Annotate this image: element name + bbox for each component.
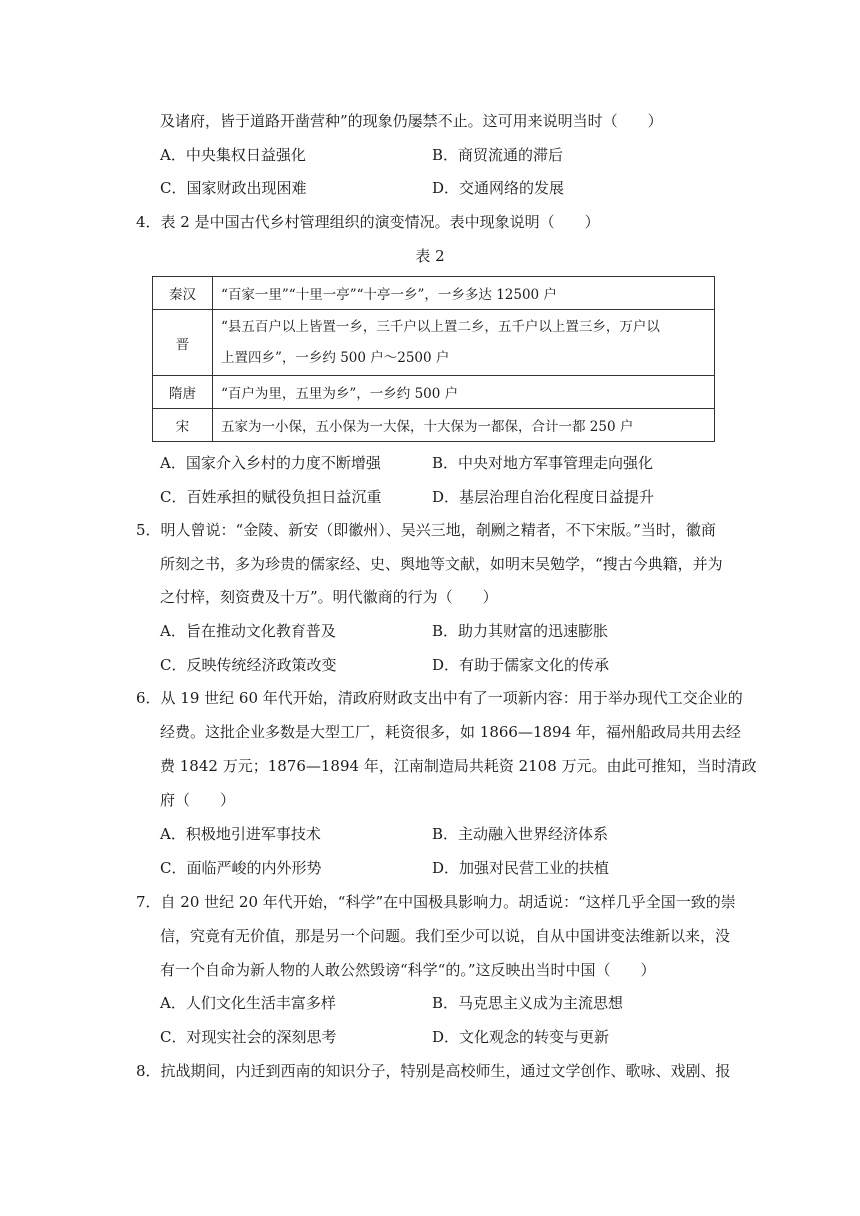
q5-stem-line-2: 所刻之书，多为珍贵的儒家经、史、舆地等文献，如明末吴勉学，“搜古今典籍，并为 [160, 555, 723, 573]
q7-stem-line-2: 信，究竟有无价值，那是另一个问题。我们至少可以说，自从中国讲变法维新以来，没 [160, 927, 731, 945]
era-cell: 宋 [153, 409, 213, 442]
desc-cell [213, 310, 715, 376]
q4-option-c[interactable]: C．百姓承担的赋役负担日益沉重 [160, 488, 382, 506]
q6-stem-line-1: 6．从 19 世纪 60 年代开始，清政府财政支出中有了一项新内容：用于举办现代工交企业的 [136, 689, 743, 707]
q6-option-a[interactable]: A．积极地引进军事技术 [160, 825, 321, 843]
q3-option-a[interactable]: A．中央集权日益强化 [160, 146, 306, 164]
q3-stem-tail: 及诸府，皆于道路开凿营种”的现象仍屡禁不止。这可用来说明当时（ ） [160, 112, 663, 130]
desc-cell: “百家一里”“十里一亭”“十亭一乡”，一乡多达 12500 户 [213, 277, 715, 310]
era-cell: 晋 [153, 310, 213, 376]
desc-cell: 五家为一小保，五小保为一大保，十大保为一都保，合计一都 250 户 [213, 409, 715, 442]
q5-option-a[interactable]: A．旨在推动文化教育普及 [160, 622, 336, 640]
q5-stem-line-3: 之付梓，刻资费及十万”。明代徽商的行为（ ） [160, 588, 498, 606]
q7-option-a[interactable]: A．人们文化生活丰富多样 [160, 994, 336, 1012]
q4-stem: 4．表 2 是中国古代乡村管理组织的演变情况。表中现象说明（ ） [136, 213, 600, 231]
table-row [153, 310, 715, 376]
q7-stem-line-1: 7．自 20 世纪 20 年代开始，“科学”在中国极具影响力。胡适说：“这样几乎全国一致的崇 [136, 893, 736, 911]
q6-stem-line-4: 府（ ） [160, 791, 236, 809]
q6-option-d[interactable]: D．加强对民营工业的扶植 [432, 859, 610, 877]
table-row [153, 376, 715, 409]
table-row [153, 277, 715, 310]
q5-option-c[interactable]: C．反映传统经济政策改变 [160, 656, 337, 674]
era-cell: 隋唐 [153, 376, 213, 409]
q7-option-b[interactable]: B．马克思主义成为主流思想 [432, 994, 624, 1012]
q6-stem-line-3: 费 1842 万元；1876—1894 年，江南制造局共耗资 2108 万元。由此可推知，当时清政 [160, 757, 757, 775]
q5-option-b[interactable]: B．助力其财富的迅速膨胀 [432, 622, 609, 640]
q3-option-d[interactable]: D．交通网络的发展 [432, 179, 565, 197]
q7-option-c[interactable]: C．对现实社会的深刻思考 [160, 1028, 337, 1046]
q4-option-b[interactable]: B．中央对地方军事管理走向强化 [432, 454, 654, 472]
q5-option-d[interactable]: D．有助于儒家文化的传承 [432, 656, 610, 674]
table-caption: 表 2 [415, 247, 445, 265]
table-row [153, 409, 715, 442]
q4-option-d[interactable]: D．基层治理自治化程度日益提升 [432, 488, 655, 506]
q6-stem-line-2: 经费。这批企业多数是大型工厂，耗资很多，如 1866—1894 年，福州船政局共用去经 [160, 723, 741, 741]
q6-option-b[interactable]: B．主动融入世界经济体系 [432, 825, 609, 843]
village-admin-table [152, 276, 715, 442]
q3-option-b[interactable]: B．商贸流通的滞后 [432, 146, 564, 164]
q6-option-c[interactable]: C．面临严峻的内外形势 [160, 859, 322, 877]
q5-stem-line-1: 5．明人曾说：“金陵、新安（即徽州）、吴兴三地，剞劂之精者，不下宋版。”当时，徽商 [136, 521, 716, 539]
q8-stem-line-1: 8．抗战期间，内迁到西南的知识分子，特别是高校师生，通过文学创作、歌咏、戏剧、报 [136, 1062, 731, 1080]
desc-line: 上置四乡”，一乡约 500 户～2500 户 [221, 349, 450, 366]
era-cell: 秦汉 [153, 277, 213, 310]
q4-option-a[interactable]: A．国家介入乡村的力度不断增强 [160, 454, 381, 472]
desc-cell: “百户为里，五里为乡”，一乡约 500 户 [213, 376, 715, 409]
desc-line: “县五百户以上皆置一乡，三千户以上置二乡，五千户以上置三乡，万户以 [221, 318, 660, 335]
q3-option-c[interactable]: C．国家财政出现困难 [160, 179, 307, 197]
q7-option-d[interactable]: D．文化观念的转变与更新 [432, 1028, 610, 1046]
q7-stem-line-3: 有一个自命为新人物的人敢公然毁谤“科学“的。”这反映出当时中国（ ） [160, 961, 656, 979]
